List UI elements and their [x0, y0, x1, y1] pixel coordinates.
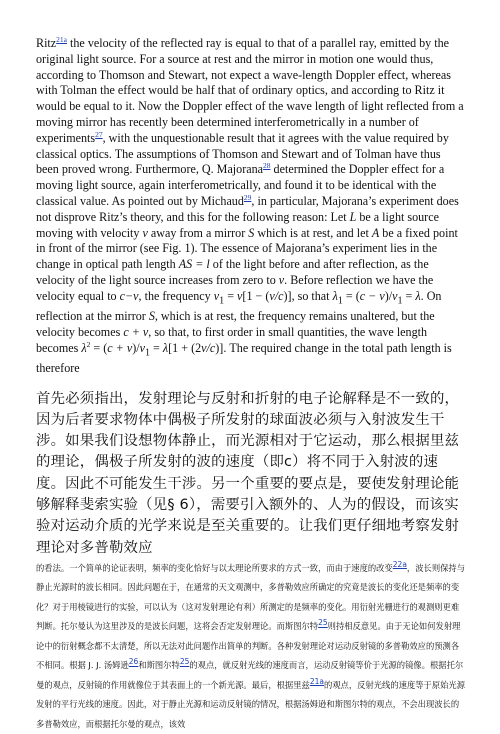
chinese-translation-small — [36, 559, 466, 734]
text-run: = — [224, 288, 238, 303]
text-run: ，波长则保持与静止光源时的波长相同。因此问题在于，在通常的天文观测中，多普勒效应所确定的究竟是波长的变化还是频率的变化？对于用棱镜进行的实验，可以认为（这对发射理论有利）所测定的是频率的变化。用衍射光栅进行的观测则更难判断。托尔曼认为这里涉及的是波长问题，这将会否定发射理论。而斯图尔特 — [36, 562, 466, 632]
math-var: S — [148, 308, 155, 323]
text-run: )/ — [384, 288, 393, 303]
footnote-ref-21a[interactable]: 21a — [309, 677, 324, 687]
text-run: = — [150, 340, 163, 355]
text-run: be a light source moving with velocity — [36, 209, 439, 240]
footnote-ref-22a[interactable]: 22a — [392, 560, 407, 570]
footnote-ref-25[interactable]: 25 — [318, 618, 328, 628]
math-var: λ — [162, 340, 169, 355]
text-run: = ( — [342, 288, 360, 303]
text-run: , with the unquestionable result that it agrees with the value required by classical optics. The assumptions of Thomson and Stewart and of Tolman have thus been proved wrong. Furthermore, Q. Majorana — [36, 130, 449, 177]
text-run: )], so that — [283, 288, 333, 303]
text-run: which is at rest, and let — [254, 225, 372, 240]
math-var: c + v — [123, 324, 149, 339]
text-run: 则持相反意见。由于无论如何发射理论中的衍射概念都不太清楚，所以无法对此问题作出简单的判断。各种发射理论对运动反射镜的多普勒效应的预测各不相同。根据 J. J. 汤姆逊 — [36, 621, 461, 671]
math-sub: 1 — [219, 295, 225, 307]
footnote-ref-21a[interactable]: 21a — [56, 34, 67, 44]
footnote-ref-28[interactable]: 28 — [263, 161, 271, 171]
math-var: v — [392, 288, 398, 303]
text-run: , which is at rest, the frequency remains unaltered, but the velocity becomes — [36, 308, 435, 339]
text-run: = — [402, 288, 416, 303]
text-run: . On reflection at the mirror — [36, 288, 442, 323]
text-run: 的看法。一个简单的论证表明，频率的变化恰好与以太理论所要求的方式一致，而由于速度的改变 — [36, 562, 393, 573]
math-sub: 1 — [397, 295, 403, 307]
math-var: c − v — [359, 288, 385, 303]
footnote-ref-25[interactable]: 25 — [179, 657, 190, 667]
text-run: 首先必须指出，发射理论与反射和折射的电子论解释是不一致的，因为后者要求物体中偶极子所发射的球面波必须与入射波发生干涉。如果我们设想物体静止，而光源相对于它运动，那么根据里兹的理论，偶极子所发射的波的速度（即c）将不同于入射波的速度。因此不可能发生干涉。另一个重要的要点是，要使发射理论能够解释斐索实验（见§ 6），需要引入额外的、人为的假设，而该实验对运动介质的光学来说是至关重要的。让我们更仔细地考察发射理论对多普勒效应 — [36, 390, 460, 556]
math-var: L — [349, 209, 357, 224]
text-run: )]. The required change in the total path length is therefore — [36, 340, 452, 375]
text-run: [1 − ( — [242, 288, 270, 303]
math-var: c−v — [119, 288, 139, 303]
text-run: . Before reflection we have the velocity equal to — [36, 272, 434, 303]
text-run: away from a mirror — [147, 225, 249, 240]
text-run: 的观点，反射光线的速度等于原始光源发射的平行光线的速度。因此，对于静止光源和运动反射镜的情况，根据汤姆逊和斯图尔特的观点，不会出现波长的多普勒效应，而根据托尔曼的观点，该效 — [36, 679, 466, 729]
text-run: [1 + (2 — [168, 340, 202, 355]
text-run: )/ — [132, 340, 140, 355]
math-var: v — [139, 340, 145, 355]
text-run: = ( — [90, 340, 108, 355]
chinese-translation-large — [36, 389, 466, 559]
text-run: of the light before and after reflection, as the velocity of the light source increases from zero to — [36, 257, 429, 287]
text-run: be a fixed point in front of the mirror (see Fig. 1). The essence of Majorana’s experiment lies in the change in optical path length — [36, 225, 458, 272]
math-var: λ — [332, 288, 338, 303]
math-var: λ — [415, 288, 421, 303]
text-run: 的观点，就反射光线的速度而言，运动反射镜等价于光源的镜像。根据托尔曼的观点，反射镜的作用就像位于其表面上的一个新光源。最后，根据里兹 — [36, 660, 464, 690]
math-var: v — [142, 225, 148, 240]
text-run: , so that, to first order in small quantities, the wave length becomes — [36, 324, 428, 355]
math-var: v/c — [201, 340, 216, 355]
footnote-ref-29[interactable]: 29 — [243, 192, 252, 202]
text-run: 和斯图尔特 — [138, 660, 180, 671]
math-var: c + v — [107, 340, 133, 355]
math-var: A — [371, 225, 380, 240]
text-run: determined the Doppler effect for a moving light source, again interferometrically, and found it to be identical with the classical value. As pointed out by Michaud — [36, 162, 445, 208]
text-run: , the frequency — [138, 288, 214, 303]
math-var: v — [278, 272, 285, 287]
english-paragraph — [36, 36, 466, 377]
math-sup: 2 — [86, 339, 91, 349]
math-var: ν — [213, 288, 220, 303]
footnote-ref-27[interactable]: 27 — [95, 129, 103, 139]
math-var: ν — [237, 288, 243, 303]
document-page — [36, 36, 466, 734]
text-run: the velocity of the reflected ray is equal to that of a parallel ray, emitted by the original light source. For a source at rest and the mirror in motion one would thus, according to Thomson and Stewart, not expect a wave-length Doppler effect, whereas with Tolman the effect would be half that of ordinary optics, and according to Ritz it would be equal to it. Now the Doppler effect of the wave length of light reflected from a moving mirror has recently been determined interferometrically in a number of experiments — [36, 36, 464, 145]
math-sub: 1 — [337, 295, 343, 307]
math-var: v/c — [269, 288, 284, 303]
text-run: , in particular, Majorana’s experiment does not disprove Ritz’s theory, and this for the following reason: Let — [36, 193, 459, 224]
math-var: S — [248, 225, 255, 240]
text-run: Ritz — [36, 36, 57, 50]
math-var: AS = l — [178, 257, 210, 272]
footnote-ref-26[interactable]: 26 — [128, 657, 139, 667]
math-sub: 1 — [144, 346, 151, 358]
math-var: λ — [81, 340, 87, 355]
